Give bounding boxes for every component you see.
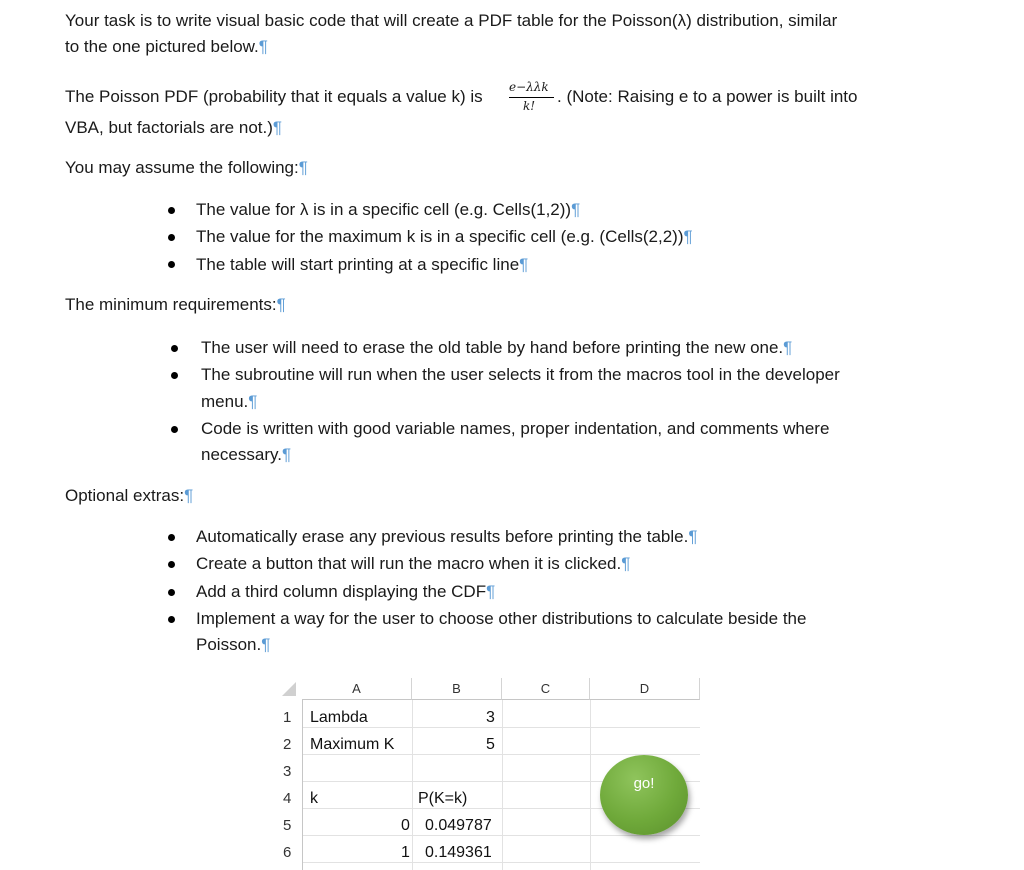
grid-line: [302, 700, 303, 870]
pdf-paragraph: [65, 84, 483, 110]
pilcrow-mark: ¶: [783, 338, 793, 357]
bullet-icon: [168, 534, 175, 541]
list-item-text: Automatically erase any previous results before printing the table.: [196, 527, 689, 546]
pilcrow-mark: ¶: [184, 486, 194, 505]
pilcrow-mark: ¶: [298, 158, 308, 177]
pilcrow-mark: ¶: [281, 445, 292, 464]
row-header-2[interactable]: 2: [283, 736, 292, 753]
pdf-line-2-text: VBA, but factorials are not.): [65, 118, 273, 137]
bullet-icon: [171, 345, 178, 352]
bullet-icon: [171, 426, 178, 433]
bullet-icon: [168, 589, 175, 596]
optional-heading: [65, 483, 193, 509]
grid-line: [302, 835, 700, 836]
intro-line-1: Your task is to write visual basic code that will create a PDF table for the Poisson(λ) distribution, similar: [65, 11, 838, 30]
minimum-heading: [65, 292, 286, 318]
go-button[interactable]: go!: [600, 755, 688, 835]
pilcrow-mark: ¶: [683, 227, 693, 246]
list-item: [196, 579, 495, 605]
list-item-text: The subroutine will run when the user selects it from the macros tool in the developer: [201, 365, 840, 384]
list-item-text: The value for λ is in a specific cell (e.g. Cells(1,2)): [196, 200, 572, 219]
list-item-continuation: [201, 442, 291, 468]
list-item-continuation: [201, 389, 257, 415]
cell-a5[interactable]: 0: [401, 817, 410, 834]
intro-paragraph: [65, 8, 837, 60]
column-header-c[interactable]: C: [502, 678, 590, 700]
cell-b6[interactable]: 0.149361: [425, 844, 492, 861]
pdf-note: [557, 84, 857, 110]
cell-a6[interactable]: 1: [401, 844, 410, 861]
list-item-text: menu.: [201, 392, 249, 411]
list-item-text: Implement a way for the user to choose other distributions to calculate beside the: [196, 609, 807, 628]
bullet-icon: [168, 234, 175, 241]
cell-b1[interactable]: 3: [486, 709, 495, 726]
row-header-5[interactable]: 5: [283, 817, 292, 834]
bullet-icon: [168, 561, 175, 568]
pilcrow-mark: ¶: [621, 554, 631, 573]
minimum-heading-text: The minimum requirements:: [65, 295, 277, 314]
list-item: [196, 551, 630, 577]
list-item-text: Poisson.: [196, 635, 262, 654]
list-item-text: The value for the maximum k is in a specific cell (e.g. (Cells(2,2)): [196, 227, 684, 246]
pilcrow-mark: ¶: [258, 37, 268, 56]
list-item: [196, 197, 580, 223]
list-item-text: The user will need to erase the old table by hand before printing the new one.: [201, 338, 784, 357]
select-all-corner-icon[interactable]: [282, 682, 296, 696]
list-item: [201, 416, 829, 442]
formula-denominator: k!: [523, 99, 536, 113]
grid-line: [412, 700, 413, 870]
formula-numerator: e−λλk: [509, 80, 549, 94]
row-header-6[interactable]: 6: [283, 844, 292, 861]
pdf-text-before: The Poisson PDF (probability that it equals a value k) is: [65, 87, 483, 106]
cell-b4[interactable]: P(K=k): [418, 790, 468, 807]
grid-line: [502, 700, 503, 870]
pilcrow-mark: ¶: [261, 635, 271, 654]
list-item: [196, 524, 697, 550]
cell-a1[interactable]: Lambda: [310, 709, 368, 726]
list-item-text: Code is written with good variable names, proper indentation, and comments where: [201, 419, 830, 438]
pilcrow-mark: ¶: [272, 118, 283, 137]
bullet-icon: [171, 372, 178, 379]
pilcrow-mark: ¶: [519, 255, 529, 274]
pilcrow-mark: ¶: [248, 392, 258, 411]
grid-line: [302, 862, 700, 863]
column-header-d[interactable]: D: [590, 678, 700, 700]
list-item: [196, 606, 806, 632]
pdf-text-after: . (Note: Raising e to a power is built into: [557, 87, 858, 106]
row-header-3[interactable]: 3: [283, 763, 292, 780]
cell-a2[interactable]: Maximum K: [310, 736, 395, 753]
formula-fraction-bar: [509, 97, 554, 98]
cell-a4[interactable]: k: [310, 790, 318, 807]
list-item-text: The table will start printing at a specific line: [196, 255, 520, 274]
row-header-4[interactable]: 4: [283, 790, 292, 807]
list-item: [201, 362, 840, 388]
list-item-text: necessary.: [201, 445, 282, 464]
pilcrow-mark: ¶: [486, 582, 496, 601]
column-header-b[interactable]: B: [412, 678, 502, 700]
grid-line: [590, 700, 591, 870]
list-item-text: Create a button that will run the macro when it is clicked.: [196, 554, 622, 573]
list-item: [201, 335, 792, 361]
row-header-1[interactable]: 1: [283, 709, 292, 726]
pdf-formula: [509, 80, 559, 116]
bullet-icon: [168, 207, 175, 214]
cell-b2[interactable]: 5: [486, 736, 495, 753]
assume-heading-text: You may assume the following:: [65, 158, 299, 177]
pilcrow-mark: ¶: [571, 200, 581, 219]
list-item: [196, 224, 693, 250]
pilcrow-mark: ¶: [688, 527, 698, 546]
list-item-text: Add a third column displaying the CDF: [196, 582, 487, 601]
list-item: [196, 252, 528, 278]
optional-heading-text: Optional extras:: [65, 486, 185, 505]
column-header-a[interactable]: A: [302, 678, 412, 700]
pdf-line-2: [65, 115, 282, 141]
bullet-icon: [168, 616, 175, 623]
pilcrow-mark: ¶: [276, 295, 286, 314]
cell-b5[interactable]: 0.049787: [425, 817, 492, 834]
bullet-icon: [168, 261, 175, 268]
assume-heading: [65, 155, 308, 181]
list-item-continuation: [196, 632, 270, 658]
intro-line-2: to the one pictured below.: [65, 37, 259, 56]
